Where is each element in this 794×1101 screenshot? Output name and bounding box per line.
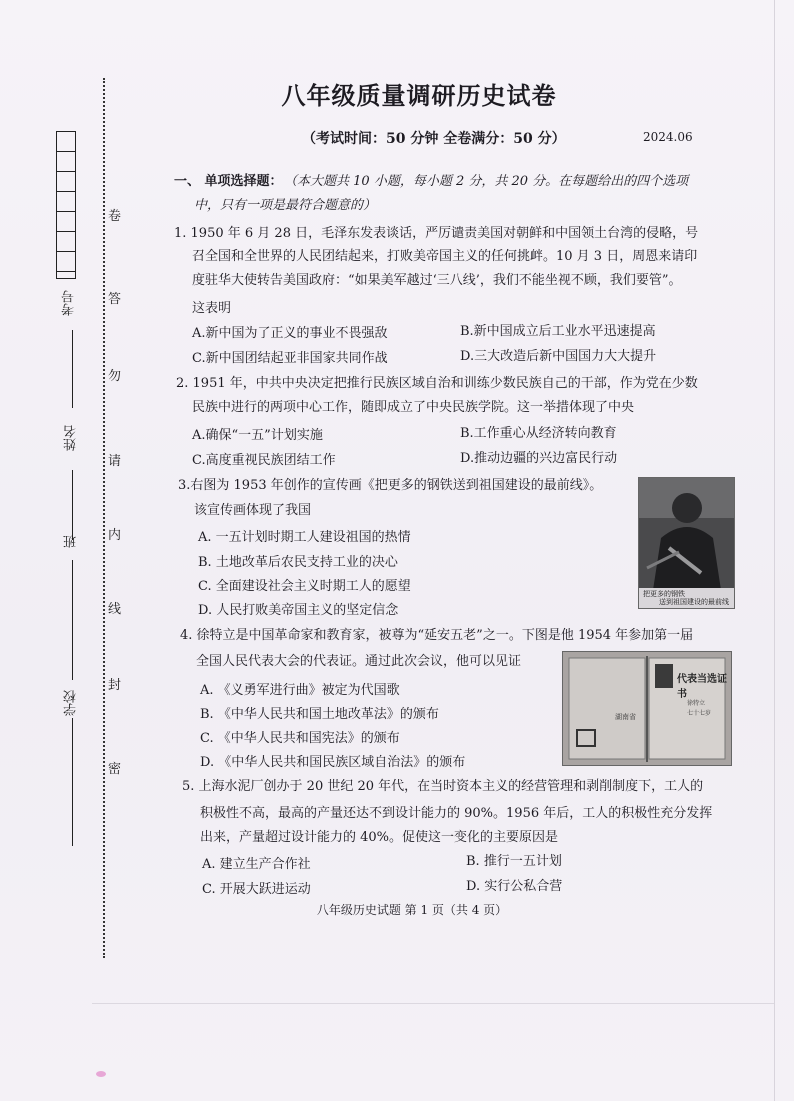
exam-date: 2024.06 <box>643 130 693 144</box>
question-1-option-c[interactable]: C.新中国团结起亚非国家共同作战 <box>192 351 388 366</box>
exam-number-label: 考号 <box>62 290 77 316</box>
question-2-option-c[interactable]: C.高度重视民族团结工作 <box>192 453 336 468</box>
school-line[interactable] <box>72 718 73 846</box>
question-1-option-a[interactable]: A.新中国为了正义的事业不畏强敌 <box>192 326 388 341</box>
section-note: （本大题共 10 小题，每小题 2 分，共 20 分。在每题给出的四个选项 <box>290 174 689 189</box>
page-bottom-edge <box>92 1003 774 1004</box>
question-1-text: 这表明 <box>192 301 232 316</box>
seal-char: 内 <box>108 528 122 543</box>
question-4-option-a[interactable]: A. 《义勇军进行曲》被定为代国歌 <box>200 683 400 698</box>
question-3-option-c[interactable]: C. 全面建设社会主义时期工人的愿望 <box>198 579 411 594</box>
exam-number-boxes[interactable] <box>56 131 76 279</box>
delegate-certificate-image <box>562 651 732 766</box>
poster-caption: 送到祖国建设的最前线 <box>659 598 729 606</box>
question-5-option-a[interactable]: A. 建立生产合作社 <box>202 857 311 872</box>
question-3-option-a[interactable]: A. 一五计划时期工人建设祖国的热情 <box>198 530 411 545</box>
page-edge <box>774 0 775 1101</box>
certificate-age: 七十七岁 <box>687 710 712 717</box>
question-1-option-b[interactable]: B.新中国成立后工业水平迅速提高 <box>460 324 656 339</box>
seal-char: 密 <box>108 762 122 777</box>
question-4-text: 全国人民代表大会的代表证。通过此次会议，他可以见证 <box>196 654 522 669</box>
question-5-text: 积极性不高，最高的产量还达不到设计能力的 90%。1956 年后，工人的积极性充分发挥 <box>200 806 713 821</box>
section-title: 一、 单项选择题： <box>174 174 283 189</box>
seal-char: 勿 <box>108 369 122 384</box>
question-2-option-b[interactable]: B.工作重心从经济转向教育 <box>460 426 617 441</box>
question-5-option-b[interactable]: B. 推行一五计划 <box>466 854 562 869</box>
section-heading <box>174 170 688 189</box>
class-label: 班 <box>64 535 79 548</box>
page-footer: 八年级历史试题 第 1 页（共 4 页） <box>316 903 508 917</box>
question-4-text: 4. 徐特立是中国革命家和教育家，被尊为“延安五老”之一。下图是他 1954 年参加第一届 <box>180 628 694 643</box>
question-3-text: 该宣传画体现了我国 <box>194 503 312 518</box>
question-2-text: 2. 1951 年，中共中央决定把推行民族区域自治和训练少数民族自己的干部，作为党在少数 <box>176 376 698 391</box>
poster-caption: 把更多的钢铁 <box>643 590 685 598</box>
seal-dotted-line <box>103 78 105 958</box>
question-1-text: 召全国和全世界的人民团结起来，打败美帝国主义的任何挑衅。10 月 3 日，周恩来请印 <box>192 249 698 264</box>
question-1-option-d[interactable]: D.三大改造后新中国国力大大提升 <box>460 349 657 364</box>
class-line[interactable] <box>72 560 73 680</box>
question-5-text: 出来，产量超过设计能力的 40%。促使这一变化的主要原因是 <box>200 830 559 845</box>
seal-char: 线 <box>108 602 122 617</box>
poster-illustration <box>639 478 734 608</box>
question-1-text: 1. 1950 年 6 月 28 日，毛泽东发表谈话，严厉谴责美国对朝鲜和中国领土台湾的侵略，号 <box>174 226 699 241</box>
exam-title: 八年级质量调研历史试卷 <box>281 81 557 110</box>
question-5-option-d[interactable]: D. 实行公私合营 <box>466 879 563 894</box>
name-line[interactable] <box>72 470 73 540</box>
certificate-cover-title: 代表当选证书 <box>677 674 727 700</box>
seal-char: 请 <box>108 454 122 469</box>
question-2-option-d[interactable]: D.推动边疆的兴边富民行动 <box>460 451 618 466</box>
question-3-option-b[interactable]: B. 土地改革后农民支持工业的决心 <box>198 555 398 570</box>
propaganda-poster-image <box>638 477 735 609</box>
section-note-cont: 中，只有一项是最符合题意的） <box>194 198 377 213</box>
school-label: 学校 <box>64 690 79 716</box>
question-5-option-c[interactable]: C. 开展大跃进运动 <box>202 882 311 897</box>
question-3-option-d[interactable]: D. 人民打败美帝国主义的坚定信念 <box>198 603 399 618</box>
exam-number-line <box>72 330 73 408</box>
name-label: 姓名 <box>64 425 79 451</box>
question-4-option-d[interactable]: D. 《中华人民共和国民族区域自治法》的颁布 <box>200 755 466 770</box>
certificate-name: 徐特立 <box>687 700 706 707</box>
seal-char: 封 <box>108 678 122 693</box>
exam-subtitle: （考试时间：50 分钟 全卷满分：50 分） <box>302 131 566 147</box>
question-4-option-b[interactable]: B. 《中华人民共和国土地改革法》的颁布 <box>200 707 439 722</box>
question-2-text: 民族中进行的两项中心工作，随即成立了中央民族学院。这一举措体现了中央 <box>192 400 635 415</box>
seal-char: 卷 <box>108 209 122 224</box>
ink-mark <box>96 1071 106 1077</box>
question-4-option-c[interactable]: C. 《中华人民共和国宪法》的颁布 <box>200 731 400 746</box>
certificate-place: 湖南省 <box>615 713 636 721</box>
question-1-text: 度驻华大使转告美国政府：“如果美军越过‘三八线’，我们不能坐视不顾，我们要管”。 <box>192 273 682 288</box>
question-3-text: 3.右图为 1953 年创作的宣传画《把更多的钢铁送到祖国建设的最前线》。 <box>178 478 603 493</box>
question-2-option-a[interactable]: A.确保“一五”计划实施 <box>192 428 323 443</box>
question-5-text: 5. 上海水泥厂创办于 20 世纪 20 年代，在当时资本主义的经营管理和剥削制度下，工人的 <box>182 779 704 794</box>
seal-char: 答 <box>108 292 122 307</box>
